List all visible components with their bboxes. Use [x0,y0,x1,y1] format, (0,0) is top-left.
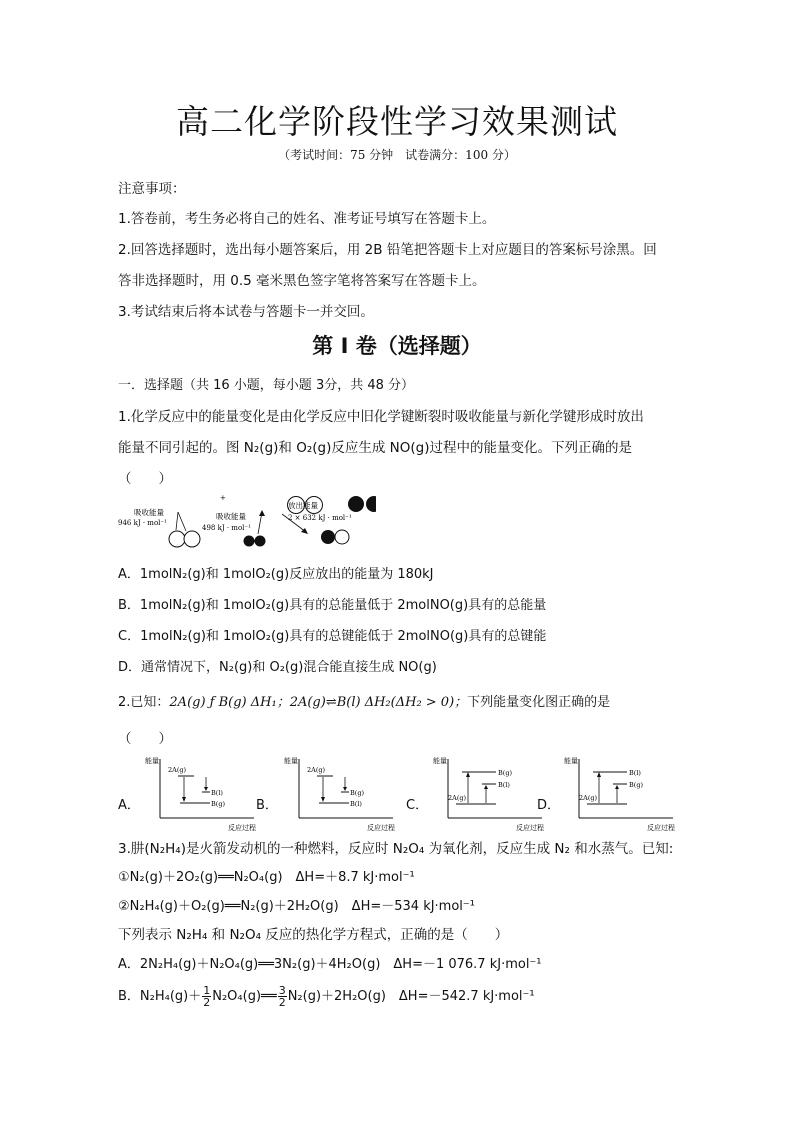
q1-option-c: C．1molN₂(g)和 1molO₂(g)具有的总键能低于 2molNO(g)具有的总键能 [118,629,547,644]
q3-option-a: A．2N₂H₄(g)＋N₂O₄(g)══3N₂(g)＋4H₂O(g) ΔH=－1 076.7 kJ·mol⁻¹ [118,957,542,972]
q2-chart-d-low-label: 2A(g) [579,794,598,802]
q3-option-b [118,985,535,1008]
notes-item-3: 3.考试结束后将本试卷与答题卡一并交回。 [118,304,374,320]
q2-chart-a-mid-label: B(l) [211,789,223,797]
q1-bond-energy-diagram [116,492,376,554]
q1-stem-line-2: 能量不同引起的。图 N₂(g)和 O₂(g)反应生成 NO(g)过程中的能量变化。下列正确的是 [118,440,632,456]
q3-equation-1: ①N₂(g)＋2O₂(g)══N₂O₄(g) ΔH=＋8.7 kJ·mol⁻¹ [118,870,415,885]
q1-plus-sign: + [220,494,226,502]
q1-stem-line-1: 1.化学反应中的能量变化是由化学反应中旧化学键断裂时吸收能量与新化学键形成时放出 [118,409,644,425]
q2-option-d-letter: D． [537,798,561,813]
q2-chart-d-mid-label: B(g) [629,781,644,789]
notes-item-2-line-2: 答非选择题时，用 0.5 毫米黑色签字笔将答案写在答题卡上。 [118,273,486,289]
q2-chart-c [428,754,548,834]
q2-option-b-letter: B． [256,798,278,813]
q1-n2-molecule-atom [244,536,255,547]
q2-equation-2: 2A(g)⇌B(l) ΔH₂(ΔH₂ > 0)； [289,695,468,710]
q2-chart-c-xlabel: 反应过程 [516,824,544,832]
q2-chart-c-low-label: 2A(g) [448,794,467,802]
q3-option-b-mid: N₂O₄(g)══ [212,989,277,1004]
q1-n-atom [366,496,376,512]
q3-option-b-fraction-2: $\frac{3}{2}$ [278,984,286,1009]
q3-option-b-lead: B．N₂H₄(g)＋ [118,989,202,1004]
q2-chart-a-top-label: 2A(g) [168,766,187,774]
q1-answer-paren: （ ） [118,471,172,487]
q2-stem [118,691,610,710]
q2-chart-b [279,754,399,834]
q3-intro: 3.肼(N₂H₄)是火箭发动机的一种燃料，反应时 N₂O₄ 为氧化剂，反应生成 N₂ 和水蒸气。已知: [118,841,674,857]
q2-chart-b-top-label: 2A(g) [307,766,326,774]
section-instruction: 一．选择题（共 16 小题，每小题 3分，共 48 分） [118,378,415,393]
q2-prefix: 2.已知： [118,695,170,710]
q2-answer-paren: （ ） [118,731,172,747]
q3-equation-2: ②N₂H₄(g)＋O₂(g)══N₂(g)＋2H₂O(g) ΔH=－534 kJ·mol⁻¹ [118,899,475,914]
q2-chart-c-ylabel: 能量 [433,757,447,765]
q2-equation-1: 2A(g) ƒ B(g) ΔH₁； [169,695,290,710]
q2-chart-a [140,754,260,834]
page-title: 高二化学阶段性学习效果测试 [176,102,618,141]
q3-option-b-tail: N₂(g)＋2H₂O(g) ΔH=－542.7 kJ·mol⁻¹ [287,989,535,1004]
q1-no-n-atom [321,530,335,544]
q1-arrow [178,512,186,531]
q1-o2-molecule-atom [184,531,200,547]
q2-chart-a-xlabel: 反应过程 [228,824,256,832]
q2-option-a-letter: A． [118,798,140,813]
q1-o2-molecule-atom [169,531,185,547]
q3-option-b-fraction-1: $\frac{1}{2}$ [203,984,211,1009]
q2-chart-d [559,754,679,834]
q2-chart-d-top-label: B(l) [629,769,641,777]
q1-option-b: B．1molN₂(g)和 1molO₂(g)具有的总能量低于 2molNO(g)具有的总能量 [118,598,547,613]
q2-chart-c-top-label: B(g) [498,769,513,777]
q2-suffix: 下列能量变化图正确的是 [467,695,611,710]
notes-item-2-line-1: 2.回答选择题时，选出每小题答案后，用 2B 铅笔把答题卡上对应题目的答案标号涂黑。回 [118,242,657,258]
q2-chart-a-ylabel: 能量 [145,757,159,765]
q1-n2-molecule-atom [255,536,266,547]
q2-chart-b-low-label: B(l) [350,800,362,808]
q2-chart-b-mid-label: B(g) [350,789,365,797]
q1-option-d: D．通常情况下，N₂(g)和 O₂(g)混合能直接生成 NO(g) [118,660,437,675]
section-title: 第 I 卷（选择题） [312,334,482,358]
q2-option-c-letter: C． [406,798,429,813]
q2-chart-d-xlabel: 反应过程 [647,824,675,832]
q1-absorb-label-2: 吸收能量 [216,512,246,521]
notes-item-1: 1.答卷前，考生务必将自己的姓名、准考证号填写在答题卡上。 [118,211,496,227]
q1-absorb-label-1: 吸收能量 [134,508,164,517]
q1-n-atom [348,496,364,512]
q1-no-o-atom [335,530,349,544]
notes-heading: 注意事项： [118,181,186,197]
q2-chart-c-mid-label: B(l) [498,781,510,789]
q2-chart-a-low-label: B(g) [211,800,226,808]
q1-absorb-value-1: 946 kJ · mol⁻¹ [118,519,167,527]
q3-question: 下列表示 N₂H₄ 和 N₂O₄ 反应的热化学方程式，正确的是（ ） [118,927,509,943]
q2-chart-b-ylabel: 能量 [284,757,298,765]
q2-chart-d-ylabel: 能量 [564,757,578,765]
q1-release-label: 放出能量 [288,501,318,510]
q2-option-charts [116,754,676,834]
exam-info: （考试时间：75 分钟 试卷满分：100 分） [278,148,516,162]
q1-absorb-value-2: 498 kJ · mol⁻¹ [202,524,251,532]
q1-release-value: 2 × 632 kJ · mol⁻¹ [288,514,352,522]
q2-chart-b-xlabel: 反应过程 [367,824,395,832]
q1-option-a: A．1molN₂(g)和 1molO₂(g)反应放出的能量为 180kJ [118,567,434,582]
